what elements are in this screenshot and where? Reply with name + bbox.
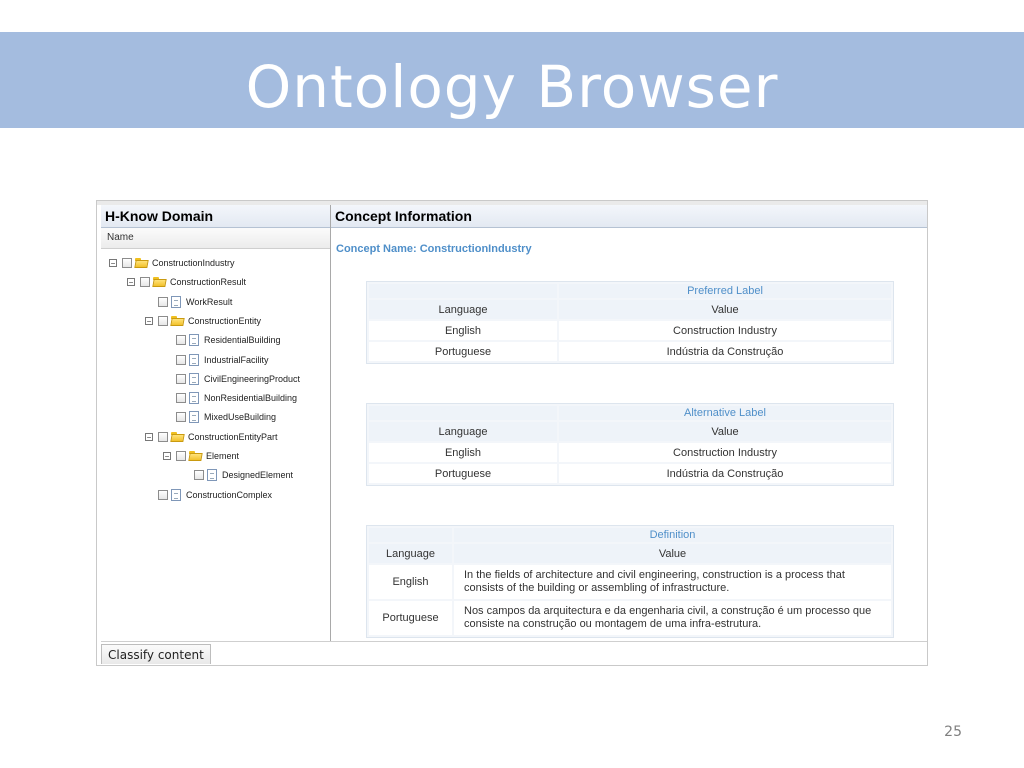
tree-node[interactable] [194, 466, 293, 484]
node-checkbox[interactable] [158, 297, 168, 307]
concept-name: Concept Name: ConstructionIndustry [336, 243, 532, 255]
alternative-label-table [366, 403, 894, 486]
document-icon [189, 392, 199, 404]
node-checkbox[interactable] [122, 258, 132, 268]
preferred-label-language-cell: Portuguese [369, 342, 557, 361]
slide-title: Ontology Browser [245, 53, 779, 121]
alternative-label-language-cell: Portuguese [369, 464, 557, 483]
definition-value-header: Value [454, 544, 891, 563]
tree-node-label: ResidentialBuilding [204, 335, 281, 346]
tree-node-label: WorkResult [186, 296, 233, 307]
document-icon [189, 373, 199, 385]
tree-node-label: CivilEngineeringProduct [204, 373, 301, 384]
domain-panel [101, 205, 331, 641]
node-checkbox[interactable] [158, 432, 168, 442]
node-checkbox[interactable] [176, 374, 186, 384]
definition-value-cell: In the fields of architecture and civil engineering, construction is a process that consists of the building or assembling of infrastructure. [454, 565, 891, 599]
tree-node-label: NonResidentialBuilding [204, 393, 298, 404]
tree-node-label: IndustrialFacility [204, 354, 269, 365]
tree-node-label: ConstructionResult [170, 277, 247, 288]
tree-node[interactable] [163, 447, 239, 465]
definition-caption: Definition [454, 528, 891, 542]
collapse-toggle-icon[interactable]: − [110, 259, 116, 268]
node-checkbox[interactable] [176, 451, 186, 461]
definition-caption-blank [369, 528, 452, 542]
preferred-label-value-cell: Construction Industry [559, 321, 891, 340]
definition-language-header: Language [369, 544, 452, 563]
document-icon [207, 469, 217, 481]
alternative-label-language-header: Language [369, 422, 557, 441]
node-checkbox[interactable] [176, 355, 186, 365]
name-column-header[interactable]: Name [101, 228, 330, 249]
classify-content-tab[interactable]: Classify content [101, 644, 211, 664]
node-checkbox[interactable] [158, 490, 168, 500]
ontology-browser-window [96, 200, 928, 666]
tree-node-label: ConstructionEntity [188, 315, 262, 326]
folder-icon [153, 277, 166, 287]
tree-node-label: ConstructionComplex [186, 489, 273, 500]
alternative-label-caption: Alternative Label [559, 406, 891, 420]
table-row [369, 601, 891, 635]
tree-node[interactable] [145, 312, 261, 330]
tree-node[interactable] [176, 351, 269, 369]
definition-language-cell: Portuguese [369, 601, 452, 635]
document-icon [171, 296, 181, 308]
alternative-label-value-cell: Construction Industry [559, 443, 891, 462]
collapse-toggle-icon[interactable]: − [164, 452, 170, 461]
preferred-label-caption: Preferred Label [559, 284, 891, 298]
node-checkbox[interactable] [194, 470, 204, 480]
folder-icon [189, 451, 202, 461]
tree-node[interactable] [158, 293, 232, 311]
table-row [369, 464, 891, 483]
definition-table [366, 525, 894, 638]
preferred-label-table [366, 281, 894, 364]
document-icon [189, 334, 199, 346]
node-checkbox[interactable] [176, 412, 186, 422]
tree-node-label: ConstructionEntityPart [188, 431, 278, 442]
table-row [369, 342, 891, 361]
folder-icon [171, 432, 184, 442]
preferred-label-language-header: Language [369, 300, 557, 319]
collapse-toggle-icon[interactable]: − [146, 432, 152, 442]
preferred-label-caption-blank [369, 284, 557, 298]
node-checkbox[interactable] [176, 335, 186, 345]
definition-language-cell: English [369, 565, 452, 599]
tree-node[interactable] [109, 254, 235, 272]
tree-node-label: Element [206, 451, 240, 461]
tree-node[interactable] [176, 389, 297, 407]
preferred-label-value-header: Value [559, 300, 891, 319]
preferred-label-language-cell: English [369, 321, 557, 340]
document-icon [171, 489, 181, 501]
alternative-label-language-cell: English [369, 443, 557, 462]
definition-value-cell: Nos campos da arquitectura e da engenharia civil, a construção é um processo que consiste na construção ou montagem de uma infra-estrutura. [454, 601, 891, 635]
collapse-toggle-icon[interactable]: − [128, 278, 134, 288]
folder-icon [135, 258, 148, 268]
table-row [369, 565, 891, 599]
tree-node[interactable] [176, 408, 276, 426]
document-icon [189, 411, 199, 423]
concept-info-panel [331, 205, 927, 641]
preferred-label-value-cell: Indústria da Construção [559, 342, 891, 361]
tree-node[interactable] [158, 486, 272, 504]
tree-node-label: ConstructionIndustry [152, 258, 235, 268]
domain-panel-title: H-Know Domain [101, 205, 330, 228]
alternative-label-value-header: Value [559, 422, 891, 441]
bottom-toolbar [101, 641, 927, 664]
collapse-toggle-icon[interactable]: − [146, 316, 152, 326]
alternative-label-caption-blank [369, 406, 557, 420]
tree-node[interactable] [176, 331, 281, 349]
alternative-label-value-cell: Indústria da Construção [559, 464, 891, 483]
slide-page-number: 25 [944, 724, 962, 740]
tree-node[interactable] [145, 428, 278, 446]
node-checkbox[interactable] [158, 316, 168, 326]
folder-icon [171, 316, 184, 326]
document-icon [189, 354, 199, 366]
tree-node-label: MixedUseBuilding [204, 412, 277, 423]
tree-node[interactable] [127, 273, 246, 291]
node-checkbox[interactable] [176, 393, 186, 403]
node-checkbox[interactable] [140, 277, 150, 287]
table-row [369, 321, 891, 340]
tree-node-label: DesignedElement [222, 470, 294, 481]
table-row [369, 443, 891, 462]
tree-node[interactable] [176, 370, 300, 388]
concept-info-title: Concept Information [331, 205, 927, 228]
